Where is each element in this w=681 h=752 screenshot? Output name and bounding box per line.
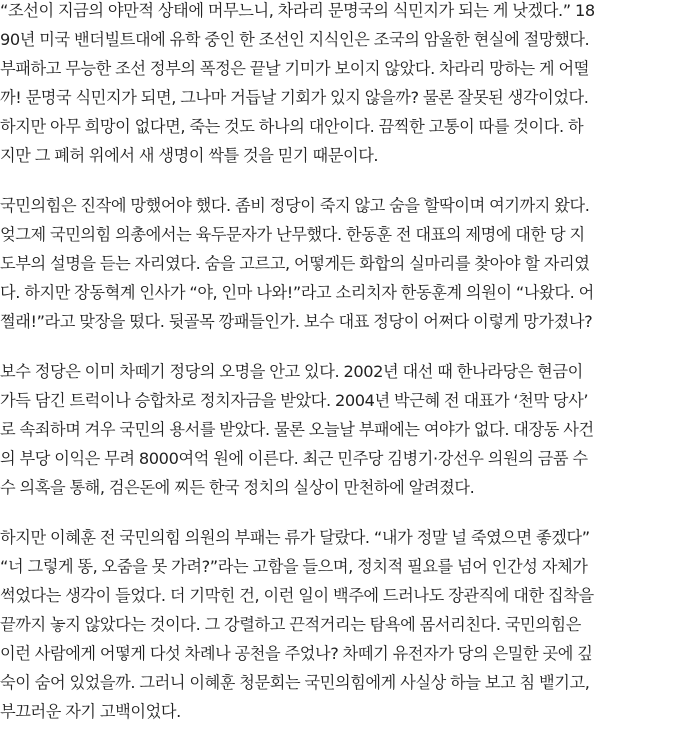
text-line: 수 의혹을 통해, 검은돈에 찌든 한국 정치의 실상이 만천하에 알려졌다. xyxy=(0,478,475,497)
text-line: 부끄러운 자기 고백이었다. xyxy=(0,702,181,721)
text-line: 부패하고 무능한 조선 정부의 폭정은 끝날 기미가 보이지 않았다. 차라리 망하는 게 어떨 xyxy=(0,59,589,78)
text-line: “조선이 지금의 야만적 상태에 머무느니, 차라리 문명국의 식민지가 되는 게 낫겠다.” 18 xyxy=(0,1,595,20)
text-line: 가득 담긴 트럭이나 승합차로 정치자금을 받았다. 2004년 박근혜 전 대표가 ‘천막 당사’ xyxy=(0,391,589,410)
text-line: 다. 하지만 장동혁계 인사가 “야, 인마 나와!”라고 소리치자 한동훈계 의원이 “나왔다. 어 xyxy=(0,283,594,302)
text-line: 하지만 이혜훈 전 국민의힘 의원의 부패는 류가 달랐다. “내가 정말 널 죽였으면 좋겠다” xyxy=(0,528,590,547)
text-line: “너 그렇게 똥, 오줌을 못 가려?”라는 고함을 들으며, 정치적 필요를 넘어 인간성 자체가 xyxy=(0,557,588,576)
text-line: 로 속죄하며 겨우 국민의 용서를 받았다. 물론 오늘날 부패에는 여야가 없다. 대장동 사건 xyxy=(0,420,594,439)
paragraph-3 xyxy=(0,357,681,502)
text-line: 보수 정당은 이미 차떼기 정당의 오명을 안고 있다. 2002년 대선 때 한나라당은 현금이 xyxy=(0,362,583,381)
text-line: 90년 미국 밴더빌트대에 유학 중인 한 조선인 지식인은 조국의 암울한 현실에 절망했다. xyxy=(0,30,590,49)
paragraph-2 xyxy=(0,191,681,336)
text-line: 쩔래!”라고 맞장을 떴다. 뒷골목 깡패들인가. 보수 대표 정당이 어쩌다 이렇게 망가졌나? xyxy=(0,312,593,331)
text-line: 의 부당 이익은 무려 8000여억 원에 이른다. 최근 민주당 김병기·강선우 의원의 금품 수 xyxy=(0,449,588,468)
text-line: 이런 사람에게 어떻게 다섯 차례나 공천을 주었나? 차떼기 유전자가 당의 은밀한 곳에 깊 xyxy=(0,644,593,663)
text-line: 국민의힘은 진작에 망했어야 했다. 좀비 정당이 죽지 않고 숨을 할딱이며 여기까지 왔다. xyxy=(0,196,590,215)
text-line: 엊그제 국민의힘 의총에서는 육두문자가 난무했다. 한동훈 전 대표의 제명에 대한 당 지 xyxy=(0,225,585,244)
text-line: 도부의 설명을 듣는 자리였다. 숨을 고르고, 어떻게든 화합의 실마리를 찾아야 할 자리였 xyxy=(0,254,590,273)
text-line: 지만 그 폐허 위에서 새 생명이 싹틀 것을 믿기 때문이다. xyxy=(0,146,379,165)
text-line: 하지만 아무 희망이 없다면, 죽는 것도 하나의 대안이다. 끔찍한 고통이 따를 것이다. 하 xyxy=(0,117,584,136)
text-line: 끝까지 놓지 않았다는 것이다. 그 강렬하고 끈적거리는 탐욕에 몸서리친다. 국민의힘은 xyxy=(0,615,581,634)
text-line: 숙이 숨어 있었을까. 그러니 이혜훈 청문회는 국민의힘에게 사실상 하늘 보고 침 뱉기고, xyxy=(0,673,590,692)
text-line: 까! 문명국 식민지가 되면, 그나마 거듭날 기회가 있지 않을까? 물론 잘못된 생각이었다. xyxy=(0,88,589,107)
text-line: 썩었다는 생각이 들었다. 더 기막힌 건, 이런 일이 백주에 드러나도 장관직에 대한 집착을 xyxy=(0,586,594,605)
paragraph-4 xyxy=(0,523,681,726)
paragraph-1 xyxy=(0,0,681,170)
